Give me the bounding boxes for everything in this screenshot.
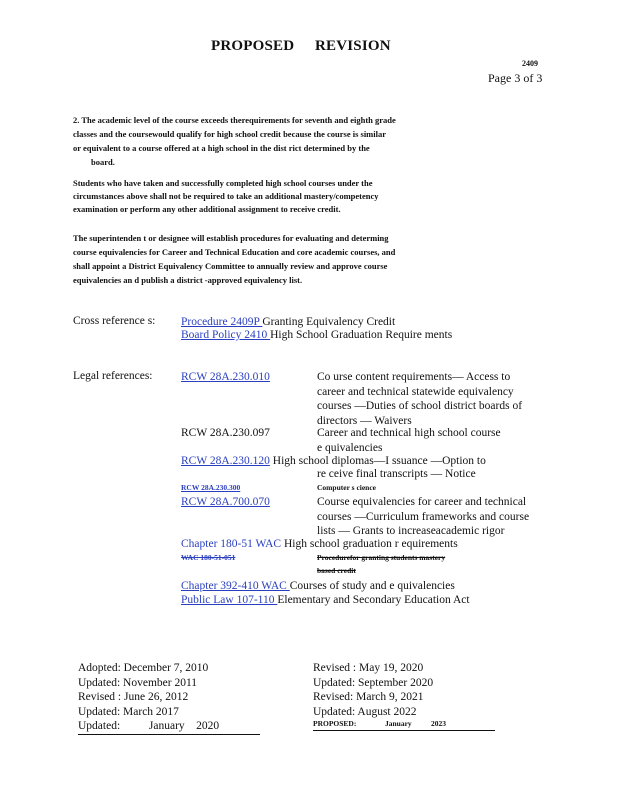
- description-line: lists — Grants to increaseacademic rigor: [317, 525, 505, 537]
- struck-text: based credit: [317, 566, 356, 575]
- struck-text: Procedurefor granting students mastery: [317, 553, 446, 562]
- board-policy-2410-link[interactable]: Board Policy 2410: [181, 329, 271, 341]
- legal-ref-description: [317, 495, 529, 539]
- title-revision: REVISION: [315, 38, 391, 54]
- chapter-392-410-wac-link[interactable]: Chapter 392-410 WAC: [181, 580, 290, 592]
- history-entry: Updated: November 2011: [78, 676, 198, 689]
- history-left: [78, 661, 260, 735]
- computer-science-text: Computer s cience: [317, 483, 377, 492]
- rcw-28a-230-097-text: RCW 28A.230.097: [181, 427, 270, 439]
- legal-ref-description: [317, 426, 501, 455]
- struck-paragraph: [73, 114, 533, 170]
- paragraph-line: shall appoint a District Equivalency Committee to annually review and approve course: [73, 261, 388, 271]
- description-line: courses —Duties of school district boards of: [317, 400, 523, 412]
- legal-ref-item: [181, 495, 275, 509]
- procedure-2409p-link[interactable]: Procedure 2409P: [181, 316, 263, 328]
- chapter-180-51-wac-link[interactable]: Chapter 180-51 WAC: [181, 538, 282, 550]
- superintendent-paragraph: [73, 232, 533, 288]
- history-right: [313, 661, 433, 719]
- struck-line: board.: [91, 157, 115, 167]
- history-entry: Revised: March 9, 2021: [313, 691, 424, 703]
- history-entry: Revised : May 19, 2020: [313, 662, 424, 674]
- paragraph-line: Students who have taken and successfully completed high school courses under the: [73, 178, 373, 188]
- legal-ref-item: [181, 483, 240, 492]
- description-line: Co urse content requirements— Access to: [317, 371, 511, 383]
- title-proposed: PROPOSED: [211, 38, 295, 54]
- page-number: Page 3 of 3: [488, 71, 543, 85]
- legal-ref-inline-text: Elementary and Secondary Education Act: [277, 594, 470, 606]
- cross-reference-item: [181, 328, 452, 342]
- legal-ref-item: [181, 579, 455, 593]
- paragraph-line: circumstances above shall not be required to take an additional mastery/competency: [73, 191, 379, 201]
- students-paragraph: [73, 177, 533, 219]
- legal-ref-inline-text: High school diplomas—I ssuance —Option to: [272, 455, 486, 467]
- cross-reference-label: Cross reference s:: [73, 315, 156, 327]
- struck-line: classes and the coursewould qualify for high school credit because the course is similar: [73, 129, 387, 139]
- cross-reference-text: Granting Equivalency Credit: [262, 316, 396, 328]
- legal-ref-inline-text: High school graduation r equirements: [283, 538, 458, 550]
- legal-ref-inline-text: Courses of study and e quivalencies: [289, 580, 455, 592]
- proposed-month: January: [385, 719, 412, 728]
- wac-180-51-051-struck[interactable]: WAC 180-51-051: [181, 553, 236, 562]
- history-entry: Updated: September 2020: [313, 676, 434, 689]
- paragraph-line: equivalencies an d publish a district -approved equivalency list.: [73, 275, 303, 285]
- paragraph-line: The superintenden t or designee will establish procedures for evaluating and determing: [73, 233, 389, 243]
- history-entry: Updated: August 2022: [313, 705, 417, 718]
- struck-line: or equivalent to a course offered at a high school in the dist rict determined by the: [73, 143, 370, 153]
- history-entry: Revised : June 26, 2012: [78, 691, 189, 703]
- legal-ref-description: [317, 370, 522, 428]
- struck-line: 2. The academic level of the course exceeds therequirements for seventh and eighth grade: [73, 115, 396, 125]
- public-law-107-110-link[interactable]: Public Law 107-110: [181, 594, 278, 606]
- proposed-year: 2023: [431, 719, 446, 728]
- description-line: Career and technical high school course: [317, 427, 501, 439]
- history-entry: Updated: March 2017: [78, 705, 179, 718]
- cross-reference-item: [181, 315, 395, 329]
- legal-references-label: Legal references:: [73, 370, 153, 382]
- proposed-entry: [313, 719, 495, 731]
- legal-ref-item: [181, 370, 275, 384]
- cross-reference-text: High School Graduation Require ments: [270, 329, 453, 341]
- proposed-label: PROPOSED:: [313, 719, 357, 728]
- description-line: career and technical statewide equivalency: [317, 385, 514, 398]
- description-line: e quivalencies: [317, 441, 383, 454]
- history-entry: Adopted: December 7, 2010: [78, 662, 209, 674]
- legal-ref-item: [181, 454, 486, 468]
- rcw-28a-700-070-link[interactable]: RCW 28A.700.070: [181, 496, 270, 508]
- policy-number: 2409: [522, 59, 538, 68]
- legal-ref-item: [181, 593, 470, 607]
- paragraph-line: examination or perform any other additional assignment to receive credit.: [73, 204, 341, 214]
- history-entry: Updated: January 2020: [78, 719, 260, 735]
- description-line: re ceive final transcripts — Notice: [317, 468, 476, 480]
- rcw-28a-230-120-link[interactable]: RCW 28A.230.120: [181, 455, 270, 467]
- description-line: courses —Curriculum frameworks and course: [317, 510, 530, 523]
- rcw-28a-230-010-link[interactable]: RCW 28A.230.010: [181, 371, 270, 383]
- paragraph-line: course equivalencies for Career and Technical Education and core academic courses, and: [73, 247, 396, 257]
- description-line: directors — Waivers: [317, 414, 412, 427]
- description-line: Course equivalencies for career and technical: [317, 496, 527, 508]
- rcw-28a-230-300-link[interactable]: RCW 28A.230.300: [181, 483, 241, 492]
- legal-ref-item: [181, 537, 458, 551]
